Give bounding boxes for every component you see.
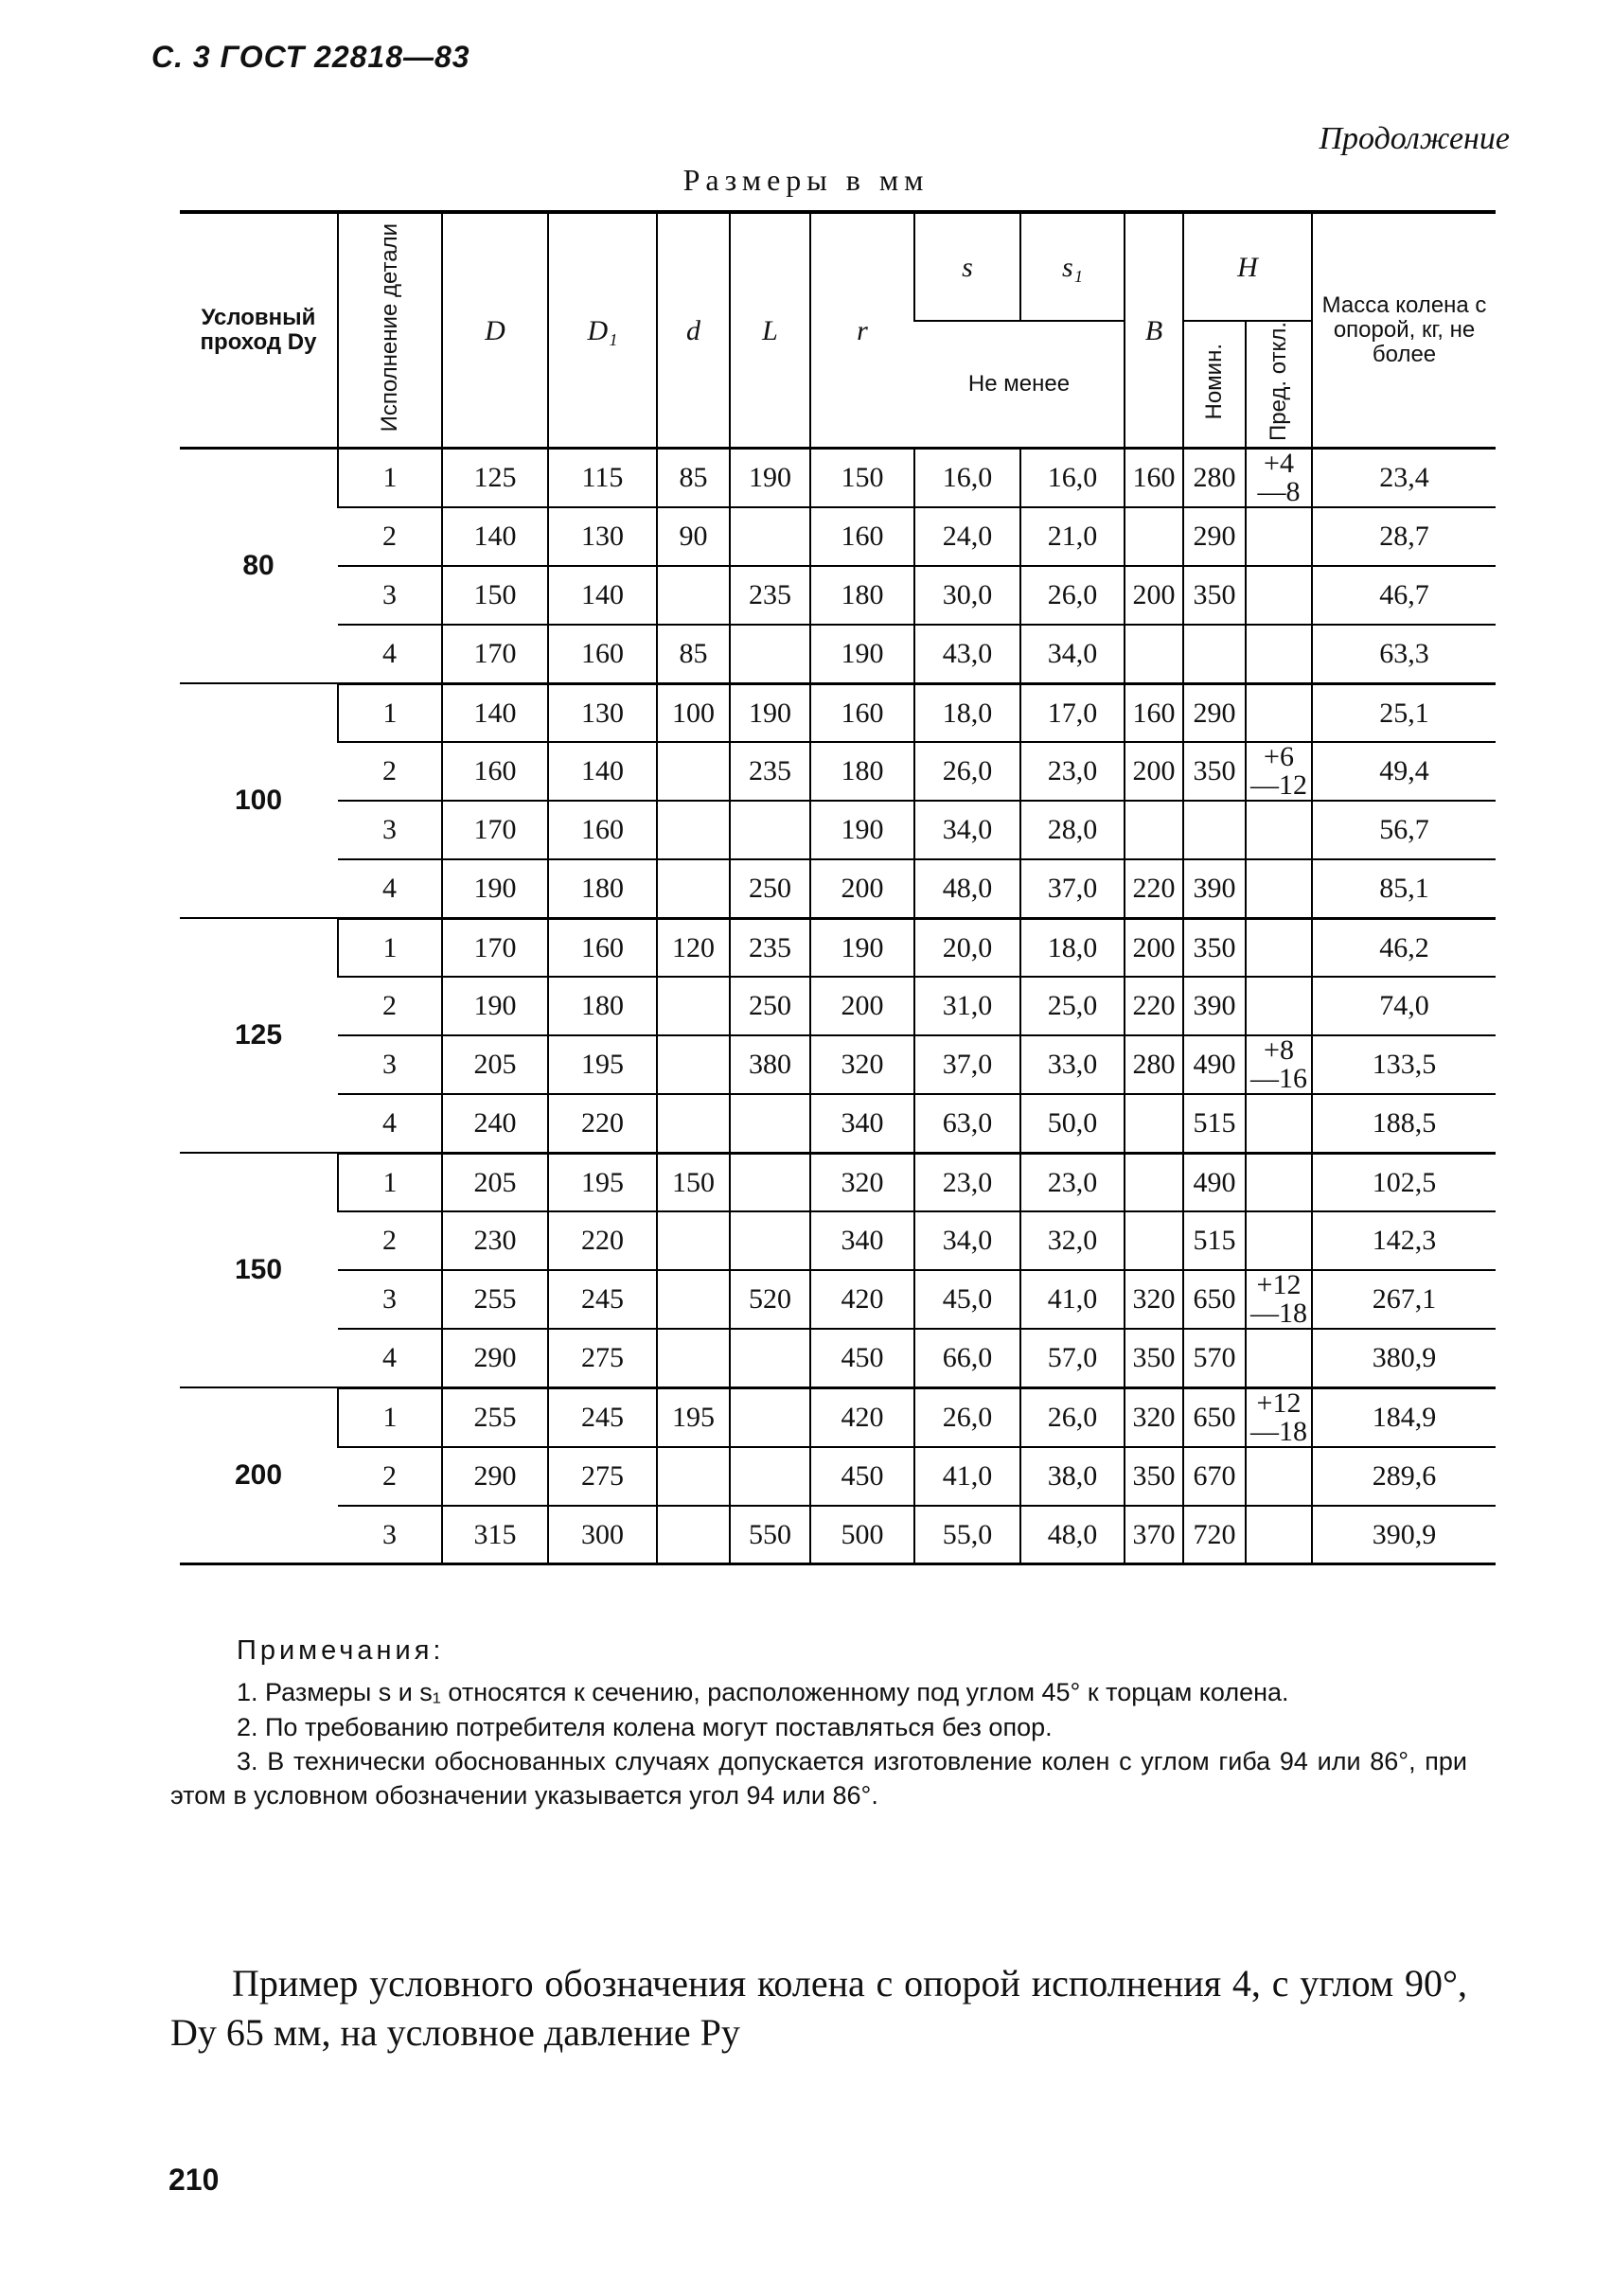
cell-H: 650 xyxy=(1183,1387,1246,1447)
cell-L xyxy=(730,1329,810,1387)
cell-D: 290 xyxy=(442,1447,548,1506)
cell-L: 380 xyxy=(730,1035,810,1094)
cell-d: 120 xyxy=(657,918,730,977)
table-row xyxy=(180,801,1496,859)
cell-r: 500 xyxy=(810,1506,914,1564)
cell-mass: 380,9 xyxy=(1312,1329,1496,1387)
cell-s1: 37,0 xyxy=(1020,859,1125,918)
cell-H: 490 xyxy=(1183,1153,1246,1211)
cell-r: 160 xyxy=(810,507,914,566)
cell-B: 160 xyxy=(1125,683,1183,742)
cell-tolerance xyxy=(1246,801,1312,859)
cell-r: 420 xyxy=(810,1387,914,1447)
cell-H: 350 xyxy=(1183,918,1246,977)
cell-H: 670 xyxy=(1183,1447,1246,1506)
cell-s: 34,0 xyxy=(914,1211,1020,1270)
cell-D1: 160 xyxy=(548,918,657,977)
cell-H: 350 xyxy=(1183,742,1246,801)
cell-H: 720 xyxy=(1183,1506,1246,1564)
cell-L: 235 xyxy=(730,742,810,801)
cell-variant: 4 xyxy=(338,859,442,918)
note-item: 1. Размеры s и s₁ относятся к сечению, расположенному под углом 45° к торцам колена. xyxy=(237,1678,1289,1707)
table-row xyxy=(180,1153,1496,1211)
cell-r: 190 xyxy=(810,918,914,977)
header-L: L xyxy=(730,212,810,449)
cell-s1: 17,0 xyxy=(1020,683,1125,742)
cell-mass: 289,6 xyxy=(1312,1447,1496,1506)
cell-D1: 130 xyxy=(548,683,657,742)
cell-L: 235 xyxy=(730,918,810,977)
cell-s: 63,0 xyxy=(914,1094,1020,1153)
cell-B: 200 xyxy=(1125,918,1183,977)
table-row xyxy=(180,1506,1496,1564)
cell-mass: 56,7 xyxy=(1312,801,1496,859)
cell-d xyxy=(657,977,730,1035)
cell-D: 315 xyxy=(442,1506,548,1564)
cell-B: 320 xyxy=(1125,1270,1183,1329)
cell-L xyxy=(730,1447,810,1506)
cell-B xyxy=(1125,1153,1183,1211)
cell-H: 280 xyxy=(1183,449,1246,508)
cell-D: 170 xyxy=(442,801,548,859)
cell-variant: 3 xyxy=(338,1035,442,1094)
notes-block xyxy=(170,1633,1467,1813)
cell-tolerance xyxy=(1246,683,1312,742)
table-row xyxy=(180,566,1496,625)
cell-variant: 1 xyxy=(338,683,442,742)
cell-mass: 133,5 xyxy=(1312,1035,1496,1094)
cell-D: 205 xyxy=(442,1153,548,1211)
cell-D1: 220 xyxy=(548,1211,657,1270)
cell-s1: 23,0 xyxy=(1020,1153,1125,1211)
cell-D: 150 xyxy=(442,566,548,625)
header-s: s xyxy=(914,212,1020,321)
cell-tolerance: +6 —12 xyxy=(1246,742,1312,801)
cell-d: 90 xyxy=(657,507,730,566)
header-B: B xyxy=(1125,212,1183,449)
cell-s: 24,0 xyxy=(914,507,1020,566)
cell-variant: 2 xyxy=(338,977,442,1035)
cell-mass: 63,3 xyxy=(1312,625,1496,683)
cell-s: 55,0 xyxy=(914,1506,1020,1564)
header-variant: Исполнение детали xyxy=(338,212,442,449)
cell-D: 140 xyxy=(442,507,548,566)
cell-s1: 34,0 xyxy=(1020,625,1125,683)
cell-s1: 25,0 xyxy=(1020,977,1125,1035)
table-row xyxy=(180,918,1496,977)
cell-mass: 49,4 xyxy=(1312,742,1496,801)
cell-s: 43,0 xyxy=(914,625,1020,683)
cell-s1: 32,0 xyxy=(1020,1211,1125,1270)
cell-r: 200 xyxy=(810,859,914,918)
cell-s: 34,0 xyxy=(914,801,1020,859)
cell-B: 350 xyxy=(1125,1329,1183,1387)
cell-mass: 46,2 xyxy=(1312,918,1496,977)
cell-variant: 4 xyxy=(338,1329,442,1387)
table-row xyxy=(180,1035,1496,1094)
cell-H: 570 xyxy=(1183,1329,1246,1387)
cell-variant: 2 xyxy=(338,507,442,566)
cell-variant: 3 xyxy=(338,566,442,625)
cell-tolerance xyxy=(1246,1211,1312,1270)
cell-H: 650 xyxy=(1183,1270,1246,1329)
table-row xyxy=(180,1447,1496,1506)
cell-tolerance xyxy=(1246,918,1312,977)
cell-tolerance xyxy=(1246,566,1312,625)
cell-s: 41,0 xyxy=(914,1447,1020,1506)
cell-B: 220 xyxy=(1125,977,1183,1035)
cell-s1: 41,0 xyxy=(1020,1270,1125,1329)
cell-d xyxy=(657,1035,730,1094)
note-item: 2. По требованию потребителя колена могут поставляться без опор. xyxy=(237,1712,1053,1741)
table-row xyxy=(180,1387,1496,1447)
cell-d: 195 xyxy=(657,1387,730,1447)
cell-dy: 100 xyxy=(180,683,338,918)
cell-D1: 140 xyxy=(548,566,657,625)
header-not-less: Не менее xyxy=(914,321,1125,449)
cell-B: 370 xyxy=(1125,1506,1183,1564)
cell-H xyxy=(1183,625,1246,683)
cell-s1: 18,0 xyxy=(1020,918,1125,977)
cell-r: 200 xyxy=(810,977,914,1035)
header-dy: Условный проход Dу xyxy=(180,212,338,449)
cell-variant: 2 xyxy=(338,1447,442,1506)
header-mass: Масса колена с опорой, кг, не более xyxy=(1312,212,1496,449)
table-row xyxy=(180,1211,1496,1270)
cell-d: 85 xyxy=(657,625,730,683)
cell-D1: 195 xyxy=(548,1153,657,1211)
cell-s: 48,0 xyxy=(914,859,1020,918)
cell-d xyxy=(657,801,730,859)
cell-D: 205 xyxy=(442,1035,548,1094)
cell-L xyxy=(730,625,810,683)
cell-B: 220 xyxy=(1125,859,1183,918)
cell-D: 240 xyxy=(442,1094,548,1153)
cell-r: 150 xyxy=(810,449,914,508)
cell-D: 290 xyxy=(442,1329,548,1387)
cell-tolerance xyxy=(1246,977,1312,1035)
cell-mass: 102,5 xyxy=(1312,1153,1496,1211)
cell-mass: 390,9 xyxy=(1312,1506,1496,1564)
cell-B: 160 xyxy=(1125,449,1183,508)
cell-L xyxy=(730,507,810,566)
cell-mass: 184,9 xyxy=(1312,1387,1496,1447)
cell-variant: 1 xyxy=(338,1153,442,1211)
cell-mass: 28,7 xyxy=(1312,507,1496,566)
cell-B: 280 xyxy=(1125,1035,1183,1094)
cell-s: 31,0 xyxy=(914,977,1020,1035)
cell-D: 255 xyxy=(442,1387,548,1447)
cell-dy: 150 xyxy=(180,1153,338,1387)
cell-variant: 1 xyxy=(338,918,442,977)
cell-s: 18,0 xyxy=(914,683,1020,742)
cell-r: 160 xyxy=(810,683,914,742)
cell-d xyxy=(657,859,730,918)
cell-D: 170 xyxy=(442,918,548,977)
cell-H xyxy=(1183,801,1246,859)
cell-B xyxy=(1125,801,1183,859)
cell-variant: 1 xyxy=(338,1387,442,1447)
cell-variant: 3 xyxy=(338,801,442,859)
cell-D: 170 xyxy=(442,625,548,683)
cell-r: 320 xyxy=(810,1153,914,1211)
cell-tolerance xyxy=(1246,1506,1312,1564)
cell-dy: 125 xyxy=(180,918,338,1153)
cell-variant: 2 xyxy=(338,742,442,801)
cell-s1: 50,0 xyxy=(1020,1094,1125,1153)
cell-H: 350 xyxy=(1183,566,1246,625)
units-caption: Размеры в мм xyxy=(682,163,930,197)
cell-tolerance xyxy=(1246,1329,1312,1387)
cell-D1: 220 xyxy=(548,1094,657,1153)
cell-variant: 2 xyxy=(338,1211,442,1270)
table-row xyxy=(180,1094,1496,1153)
header-D: D xyxy=(442,212,548,449)
table-row xyxy=(180,977,1496,1035)
header-r: r xyxy=(810,212,914,449)
cell-tolerance xyxy=(1246,1153,1312,1211)
cell-tolerance xyxy=(1246,859,1312,918)
cell-variant: 3 xyxy=(338,1270,442,1329)
cell-L xyxy=(730,1211,810,1270)
cell-s1: 57,0 xyxy=(1020,1329,1125,1387)
cell-L: 190 xyxy=(730,449,810,508)
cell-r: 450 xyxy=(810,1329,914,1387)
cell-mass: 142,3 xyxy=(1312,1211,1496,1270)
cell-s1: 23,0 xyxy=(1020,742,1125,801)
note-item: 3. В технически обоснованных случаях допускается изготовление колен с углом гиба 94 или 86°, при этом в условном обозначении указывается угол 94 или 86°. xyxy=(170,1747,1467,1810)
header-h-tolerance: Пред. откл. xyxy=(1246,321,1312,449)
cell-tolerance xyxy=(1246,507,1312,566)
cell-dy: 80 xyxy=(180,449,338,684)
cell-s: 23,0 xyxy=(914,1153,1020,1211)
cell-s1: 21,0 xyxy=(1020,507,1125,566)
header-h-nominal: Номин. xyxy=(1183,321,1246,449)
cell-d xyxy=(657,1270,730,1329)
cell-L: 235 xyxy=(730,566,810,625)
cell-mass: 25,1 xyxy=(1312,683,1496,742)
document-header: С. 3 ГОСТ 22818—83 xyxy=(151,40,470,74)
cell-r: 180 xyxy=(810,742,914,801)
cell-D1: 130 xyxy=(548,507,657,566)
cell-s: 45,0 xyxy=(914,1270,1020,1329)
cell-D1: 140 xyxy=(548,742,657,801)
cell-mass: 85,1 xyxy=(1312,859,1496,918)
cell-B xyxy=(1125,1211,1183,1270)
cell-d xyxy=(657,566,730,625)
cell-B xyxy=(1125,507,1183,566)
cell-variant: 4 xyxy=(338,625,442,683)
cell-s: 66,0 xyxy=(914,1329,1020,1387)
cell-D: 255 xyxy=(442,1270,548,1329)
cell-L xyxy=(730,1153,810,1211)
cell-H: 490 xyxy=(1183,1035,1246,1094)
designation-example: Пример условного обозначения колена с опорой исполнения 4, с углом 90°, Dу 65 мм, на условное давление Pу xyxy=(170,1962,1467,2054)
cell-s: 26,0 xyxy=(914,742,1020,801)
cell-s1: 48,0 xyxy=(1020,1506,1125,1564)
cell-d xyxy=(657,1447,730,1506)
cell-mass: 188,5 xyxy=(1312,1094,1496,1153)
cell-D: 190 xyxy=(442,859,548,918)
cell-D1: 275 xyxy=(548,1329,657,1387)
table-row xyxy=(180,625,1496,683)
cell-L xyxy=(730,1387,810,1447)
cell-L xyxy=(730,1094,810,1153)
cell-s: 20,0 xyxy=(914,918,1020,977)
table-row xyxy=(180,742,1496,801)
cell-r: 320 xyxy=(810,1035,914,1094)
cell-s: 30,0 xyxy=(914,566,1020,625)
cell-tolerance xyxy=(1246,1447,1312,1506)
cell-tolerance: +12 —18 xyxy=(1246,1270,1312,1329)
table-row xyxy=(180,449,1496,508)
cell-r: 340 xyxy=(810,1211,914,1270)
cell-L: 250 xyxy=(730,977,810,1035)
table-row xyxy=(180,1270,1496,1329)
dimensions-table xyxy=(180,210,1496,1565)
cell-variant: 3 xyxy=(382,1518,397,1550)
cell-tolerance: +4 —8 xyxy=(1246,449,1312,508)
cell-s: 16,0 xyxy=(914,449,1020,508)
cell-H: 290 xyxy=(1183,507,1246,566)
cell-D1: 160 xyxy=(548,801,657,859)
cell-s1: 16,0 xyxy=(1020,449,1125,508)
cell-s: 37,0 xyxy=(914,1035,1020,1094)
cell-d xyxy=(657,1211,730,1270)
cell-d xyxy=(657,742,730,801)
page-number: 210 xyxy=(168,2163,220,2197)
cell-r: 190 xyxy=(810,625,914,683)
cell-mass: 46,7 xyxy=(1312,566,1496,625)
cell-D: 230 xyxy=(442,1211,548,1270)
cell-s: 26,0 xyxy=(914,1387,1020,1447)
cell-H: 390 xyxy=(1183,859,1246,918)
cell-D: 140 xyxy=(442,683,548,742)
cell-mass: 23,4 xyxy=(1312,449,1496,508)
cell-H: 515 xyxy=(1183,1211,1246,1270)
cell-B: 200 xyxy=(1125,742,1183,801)
cell-tolerance xyxy=(1246,625,1312,683)
cell-L: 520 xyxy=(730,1270,810,1329)
cell-d: 85 xyxy=(657,449,730,508)
cell-D: 190 xyxy=(442,977,548,1035)
cell-D: 160 xyxy=(442,742,548,801)
notes-title: Примечания: xyxy=(237,1635,445,1666)
cell-H: 290 xyxy=(1183,683,1246,742)
table-row xyxy=(180,683,1496,742)
cell-mass: 74,0 xyxy=(1312,977,1496,1035)
cell-B xyxy=(1125,625,1183,683)
cell-B: 350 xyxy=(1125,1447,1183,1506)
cell-d: 150 xyxy=(657,1153,730,1211)
cell-B xyxy=(1125,1094,1183,1153)
cell-dy: 200 xyxy=(180,1387,338,1564)
cell-r: 340 xyxy=(810,1094,914,1153)
cell-tolerance: +12 —18 xyxy=(1246,1387,1312,1447)
cell-D1: 275 xyxy=(548,1447,657,1506)
header-d: d xyxy=(657,212,730,449)
cell-variant: 4 xyxy=(338,1094,442,1153)
cell-d: 100 xyxy=(657,683,730,742)
cell-L xyxy=(730,801,810,859)
cell-D1: 115 xyxy=(548,449,657,508)
cell-tolerance xyxy=(1246,1094,1312,1153)
cell-mass: 267,1 xyxy=(1312,1270,1496,1329)
cell-B: 320 xyxy=(1125,1387,1183,1447)
cell-s1: 38,0 xyxy=(1020,1447,1125,1506)
cell-H: 515 xyxy=(1183,1094,1246,1153)
cell-L: 250 xyxy=(730,859,810,918)
cell-s1: 28,0 xyxy=(1020,801,1125,859)
cell-B: 200 xyxy=(1125,566,1183,625)
cell-D1: 300 xyxy=(548,1506,657,1564)
cell-r: 420 xyxy=(810,1270,914,1329)
cell-tolerance: +8 —16 xyxy=(1246,1035,1312,1094)
cell-r: 190 xyxy=(810,801,914,859)
header-s1: s₁ xyxy=(1020,212,1125,321)
table-row xyxy=(180,1329,1496,1387)
cell-D1: 195 xyxy=(548,1035,657,1094)
cell-r: 450 xyxy=(810,1447,914,1506)
cell-s1: 26,0 xyxy=(1020,1387,1125,1447)
cell-D1: 245 xyxy=(548,1387,657,1447)
header-H: H xyxy=(1183,212,1312,321)
cell-D1: 160 xyxy=(548,625,657,683)
cell-H: 390 xyxy=(1183,977,1246,1035)
cell-d xyxy=(657,1094,730,1153)
header-D1: D₁ xyxy=(548,212,657,449)
cell-d xyxy=(657,1329,730,1387)
table-row xyxy=(180,859,1496,918)
cell-r: 180 xyxy=(810,566,914,625)
table-row xyxy=(180,507,1496,566)
cell-D1: 245 xyxy=(548,1270,657,1329)
continuation-label: Продолжение xyxy=(1319,121,1510,156)
cell-D1: 180 xyxy=(548,859,657,918)
cell-L: 550 xyxy=(730,1506,810,1564)
cell-d xyxy=(657,1506,730,1564)
cell-s1: 33,0 xyxy=(1020,1035,1125,1094)
cell-D1: 180 xyxy=(548,977,657,1035)
cell-s1: 26,0 xyxy=(1020,566,1125,625)
cell-D: 125 xyxy=(442,449,548,508)
cell-L: 190 xyxy=(730,683,810,742)
cell-variant: 1 xyxy=(338,449,442,508)
